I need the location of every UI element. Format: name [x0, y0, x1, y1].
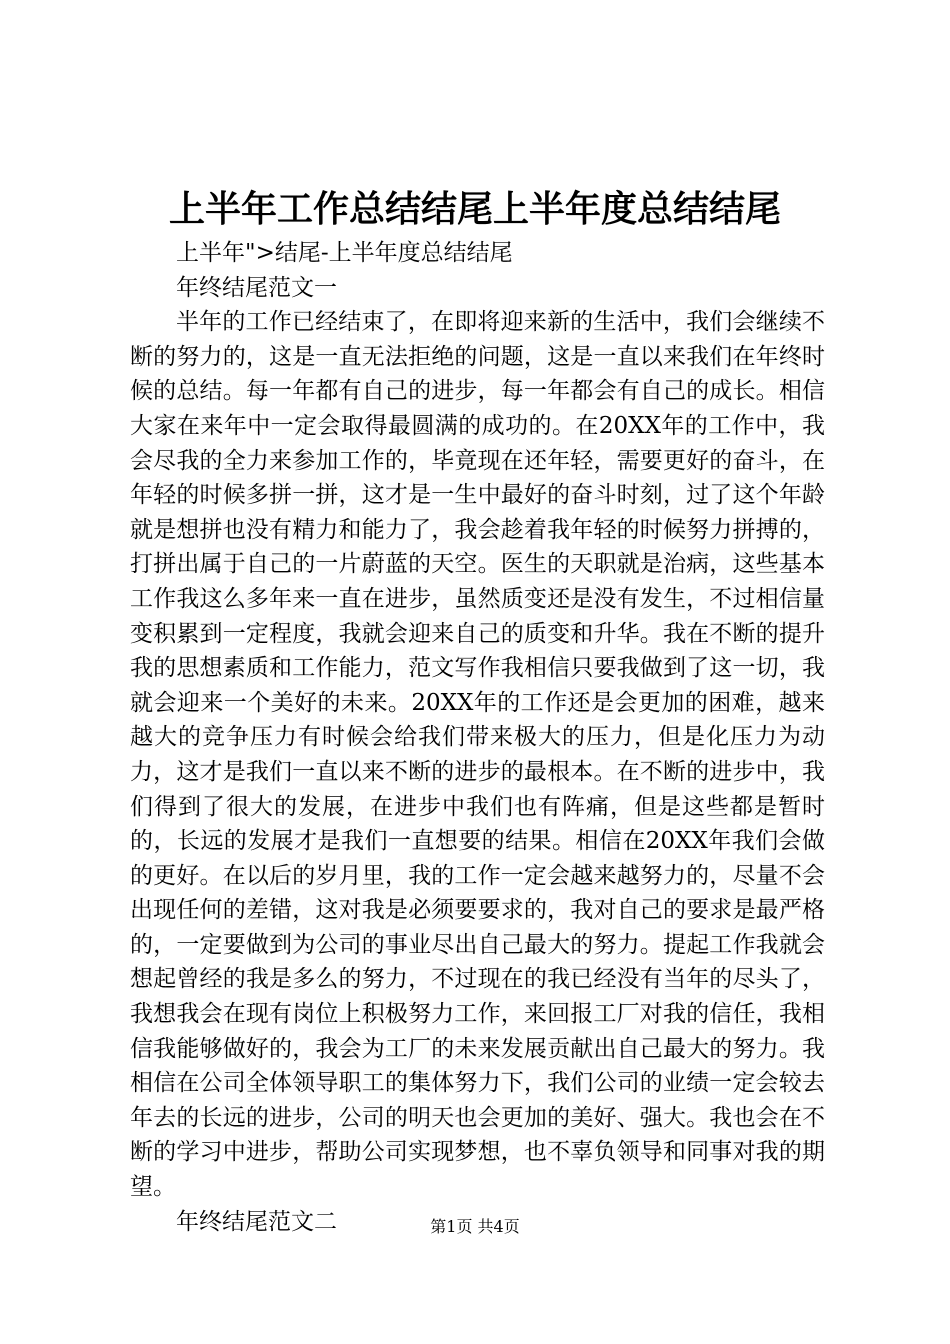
document-title: 上半年工作总结结尾上半年度总结结尾	[168, 188, 781, 230]
paragraph-section-heading-1: 年终结尾范文一	[176, 274, 337, 301]
paragraph-section-heading-2: 年终结尾范文二	[176, 1208, 337, 1235]
paragraph-subtitle: 上半年">结尾-上半年度总结结尾	[176, 240, 513, 266]
document-body	[130, 236, 825, 1239]
paragraph-main-text: 半年的工作已经结束了，在即将迎来新的生活中，我们会继续不断的努力的，这是一直无法拒绝的问题，这是一直以来我们在年终时候的总结。每一年都有自己的进步，每一年都会有自己的成长。相信大家在来年中一定会取得最圆满的成功的。在20XX年的工作中，我会尽我的全力来参加工作的，毕竟现在还年轻，需要更好的奋斗，在年轻的时候多拼一拼，这才是一生中最好的奋斗时刻，过了这个年龄就是想拼也没有精力和能力了，我会趁着我年轻的时候努力拼搏的，打拼出属于自己的一片蔚蓝的天空。医生的天职就是治病，这些基本工作我这么多年来一直在进步，虽然质变还是没有发生，不过相信量变积累到一定程度，我就会迎来自己的质变和升华。我在不断的提升我的思想素质和工作能力，范文写作我相信只要我做到了这一切，我就会迎来一个美好的未来。20XX年的工作还是会更加的困难，越来越大的竞争压力有时候会给我们带来极大的压力，但是化压力为动力，这才是我们一直以来不断的进步的最根本。在不断的进步中，我们得到了很大的发展，在进步中我们也有阵痛，但是这些都是暂时的，长远的发展才是我们一直想要的结果。相信在20XX年我们会做的更好。在以后的岁月里，我的工作一定会越来越努力的，尽量不会出现任何的差错，这对我是必须要要求的，我对自己的要求是最严格的，一定要做到为公司的事业尽出自己最大的努力。提起工作我就会想起曾经的我是多么的努力，不过现在的我已经没有当年的尽头了，我想我会在现有岗位上积极努力工作，来回报工厂对我的信任，我相信我能够做好的，我会为工厂的未来发展贡献出自己最大的努力。我相信在公司全体领导职工的集体努力下，我们公司的业绩一定会较去年去的长远的进步，公司的明天也会更加的美好、强大。我也会在不断的学习中进步，帮助公司实现梦想，也不辜负领导和同事对我的期望。	[130, 309, 825, 1201]
page-footer: 第1页 共4页	[430, 1217, 520, 1236]
